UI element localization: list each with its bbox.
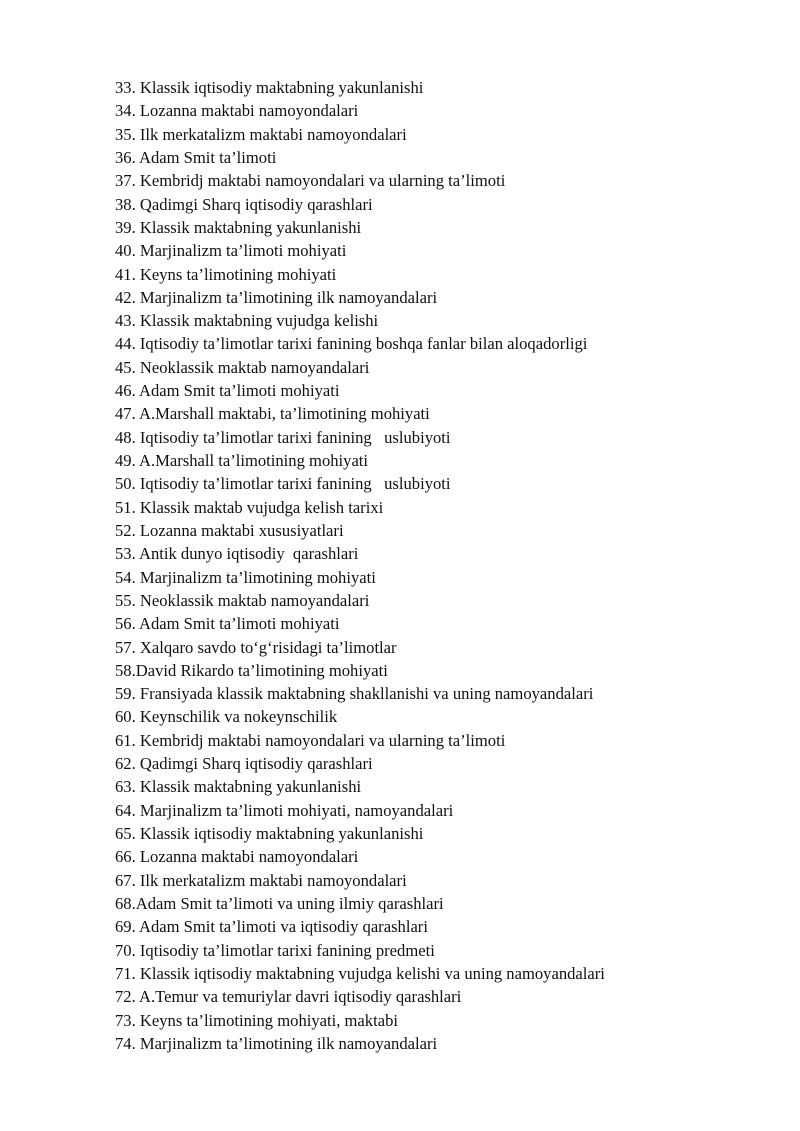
list-item: 36. Adam Smit ta’limoti: [115, 147, 277, 167]
list-item: 34. Lozanna maktabi namoyondalari: [115, 101, 359, 121]
list-item: 35. Ilk merkatalizm maktabi namoyondalari: [115, 124, 407, 144]
list-item: 69. Adam Smit ta’limoti va iqtisodiy qarashlari: [115, 917, 428, 937]
list-item: 72. A.Temur va temuriylar davri iqtisodiy qarashlari: [115, 987, 462, 1007]
list-item: 67. Ilk merkatalizm maktabi namoyondalari: [115, 870, 407, 890]
list-item: 48. Iqtisodiy ta’limotlar tarixi fanining uslubiyoti: [115, 427, 451, 447]
list-item: 40. Marjinalizm ta’limoti mohiyati: [115, 241, 347, 261]
list-item: 60. Keynschilik va nokeynschilik: [115, 707, 338, 727]
list-item: 61. Kembridj maktabi namoyondalari va ularning ta’limoti: [115, 730, 506, 750]
list-item: 33. Klassik iqtisodiy maktabning yakunlanishi: [115, 78, 424, 97]
list-item: 50. Iqtisodiy ta’limotlar tarixi fanining uslubiyoti: [115, 474, 451, 494]
list-item: 54. Marjinalizm ta’limotining mohiyati: [115, 567, 376, 587]
list-item: 44. Iqtisodiy ta’limotlar tarixi fanining boshqa fanlar bilan aloqadorligi: [115, 334, 588, 354]
list-item: 57. Xalqaro savdo to‘g‘risidagi ta’limotlar: [115, 637, 397, 657]
list-item: 55. Neoklassik maktab namoyandalari: [115, 590, 370, 610]
topic-list: [115, 76, 775, 1055]
list-item: 73. Keyns ta’limotining mohiyati, maktabi: [115, 1010, 398, 1030]
list-item: 53. Antik dunyo iqtisodiy qarashlari: [115, 544, 359, 564]
list-item: 45. Neoklassik maktab namoyandalari: [115, 357, 370, 377]
list-item: 41. Keyns ta’limotining mohiyati: [115, 264, 337, 284]
list-item: 65. Klassik iqtisodiy maktabning yakunlanishi: [115, 824, 424, 843]
list-item: 74. Marjinalizm ta’limotining ilk namoyandalari: [115, 1033, 438, 1053]
list-item: 52. Lozanna maktabi xususiyatlari: [115, 520, 344, 540]
list-item: 70. Iqtisodiy ta’limotlar tarixi fanining predmeti: [115, 940, 435, 960]
list-item: 62. Qadimgi Sharq iqtisodiy qarashlari: [115, 754, 373, 774]
list-item: 38. Qadimgi Sharq iqtisodiy qarashlari: [115, 194, 373, 214]
list-item: 49. A.Marshall ta’limotining mohiyati: [115, 451, 369, 470]
list-item: 39. Klassik maktabning yakunlanishi: [115, 217, 362, 237]
list-item: 51. Klassik maktab vujudga kelish tarixi: [115, 497, 384, 517]
list-item: 46. Adam Smit ta’limoti mohiyati: [115, 381, 340, 401]
list-item: 37. Kembridj maktabi namoyondalari va ularning ta’limoti: [115, 171, 506, 191]
list-item: 58.David Rikardo ta’limotining mohiyati: [115, 660, 388, 680]
list-item: 64. Marjinalizm ta’limoti mohiyati, namoyandalari: [115, 800, 454, 820]
list-item: 43. Klassik maktabning vujudga kelishi: [115, 311, 379, 331]
list-item: 71. Klassik iqtisodiy maktabning vujudga kelishi va uning namoyandalari: [115, 963, 605, 983]
list-item: 47. A.Marshall maktabi, ta’limotining mohiyati: [115, 404, 430, 424]
list-item: 59. Fransiyada klassik maktabning shakllanishi va uning namoyandalari: [115, 684, 594, 704]
list-item: 56. Adam Smit ta’limoti mohiyati: [115, 614, 340, 634]
list-item: 68.Adam Smit ta’limoti va uning ilmiy qarashlari: [115, 893, 444, 913]
list-item: 63. Klassik maktabning yakunlanishi: [115, 777, 362, 797]
list-item: 66. Lozanna maktabi namoyondalari: [115, 847, 359, 867]
list-item: 42. Marjinalizm ta’limotining ilk namoyandalari: [115, 287, 438, 307]
